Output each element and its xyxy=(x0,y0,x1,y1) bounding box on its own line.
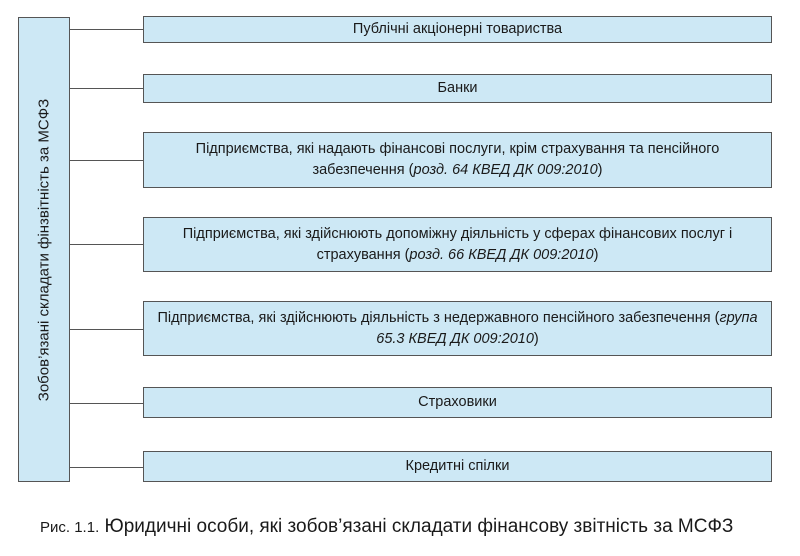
root-label: Зобов’язані складати фінзвітність за МСФЗ xyxy=(35,98,53,401)
entity-box-text: Страховики xyxy=(418,394,497,410)
connector-line xyxy=(70,403,144,404)
entity-box-financial-services xyxy=(143,132,772,188)
entity-box-text: Підприємства, які здійснюють діяльність з недержавного пенсійного забезпечення ( xyxy=(157,309,720,326)
entity-box-banks xyxy=(143,74,772,103)
entity-box-text: Підприємства, які надають фінансові послуги, крім страхування та пенсійного забезпечення ( xyxy=(195,141,720,178)
entity-box-suffix: ) xyxy=(593,246,599,263)
connector-line xyxy=(70,329,144,330)
figure-caption xyxy=(40,516,800,538)
entity-box-public-jsc xyxy=(143,16,772,43)
root-box xyxy=(18,17,70,482)
entity-box-auxiliary-activities xyxy=(143,217,772,272)
entity-box-text: Публічні акціонерні товариства xyxy=(352,21,563,37)
entity-box-content xyxy=(150,139,765,181)
figure-caption-text: Юридичні особи, які зобов’язані складати фінансову звітність за МСФЗ xyxy=(104,516,734,537)
connector-line xyxy=(70,244,144,245)
entity-box-suffix: ) xyxy=(597,162,603,178)
entity-box-content xyxy=(150,224,765,266)
entity-box-note: розд. 64 КВЕД ДК 009:2010 xyxy=(413,162,598,178)
entity-box-suffix: ) xyxy=(533,330,539,347)
figure-number: Рис. 1.1. xyxy=(40,519,100,536)
entity-box-note: група 65.3 КВЕД ДК 009:2010 xyxy=(376,309,758,347)
entity-box-content xyxy=(150,308,765,350)
entity-box-text: Підприємства, які здійснюють допоміжну діяльність у сферах фінансових послуг і страхування ( xyxy=(182,225,733,263)
entity-box-credit-unions xyxy=(143,451,772,482)
connector-line xyxy=(70,160,144,161)
entity-box-pension-provision xyxy=(143,301,772,356)
entity-box-insurers xyxy=(143,387,772,418)
entity-box-note: розд. 66 КВЕД ДК 009:2010 xyxy=(409,246,594,263)
entity-box-text: Кредитні спілки xyxy=(405,458,510,474)
connector-line xyxy=(70,88,144,89)
connector-line xyxy=(70,467,144,468)
connector-line xyxy=(70,29,144,30)
entity-box-text: Банки xyxy=(437,80,478,96)
